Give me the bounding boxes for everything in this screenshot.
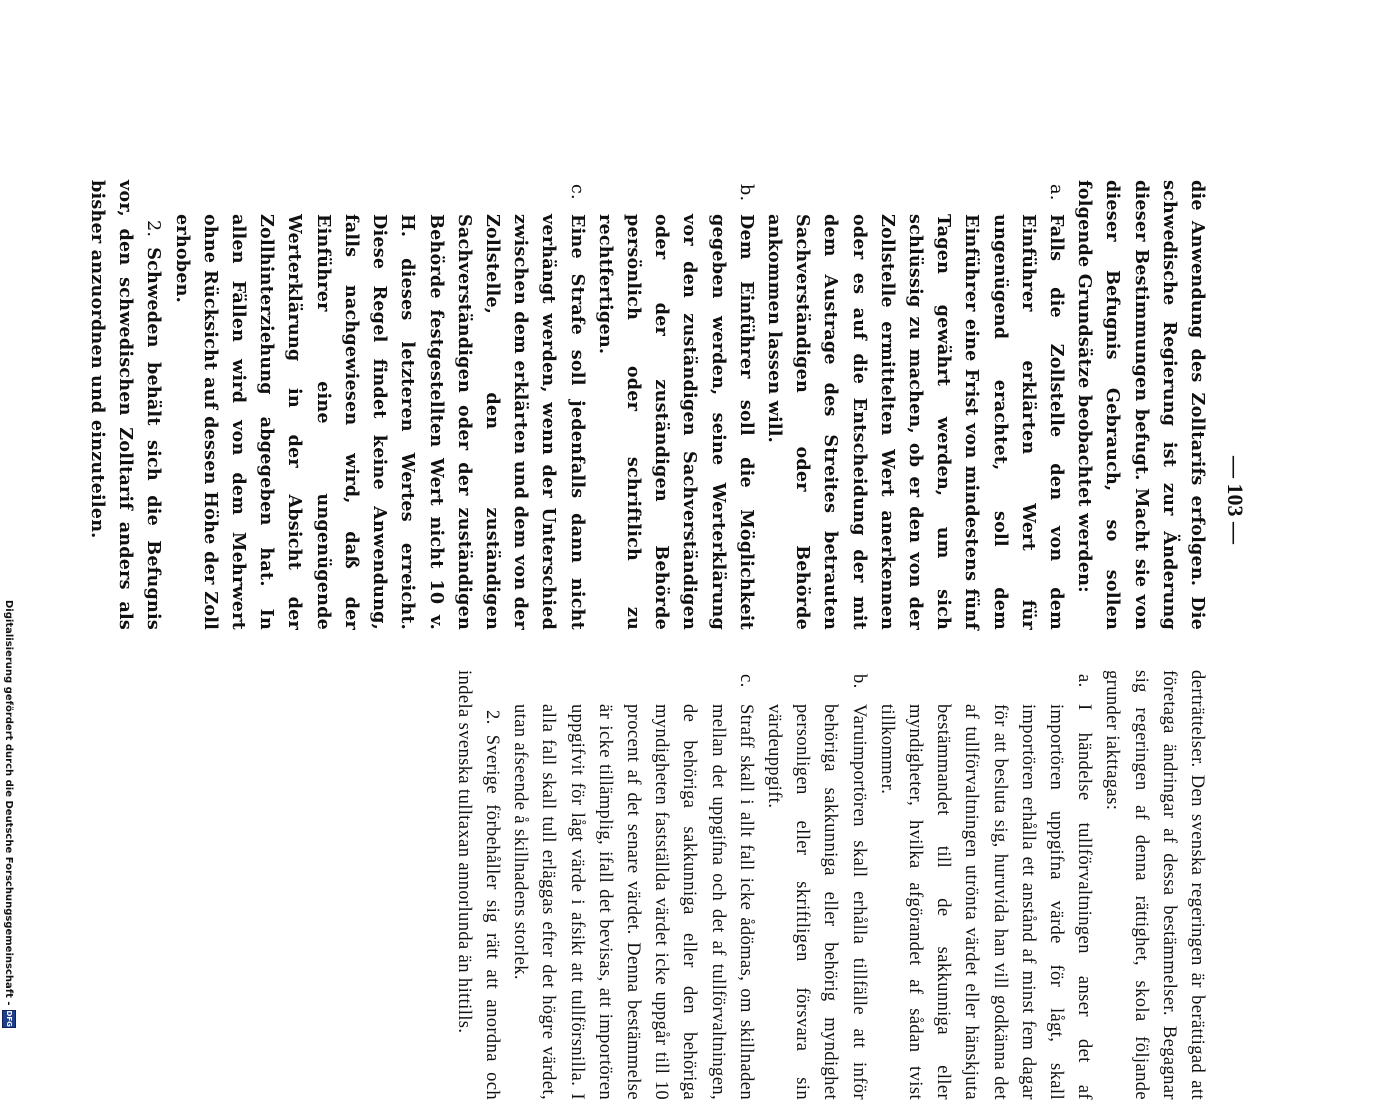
german-item-c (167, 180, 590, 630)
digitization-credit (2, 600, 16, 1027)
item-marker: a. (1074, 674, 1095, 688)
item-text: Falls die Zollstelle den von dem Einführer erklärten Wert für ungenügend erachtet, soll dem Einführer eine Frist von mindestens fünf Tagen gewährt werden, um sich schlüssig zu machen, ob er den von der Zollstelle ermittelten Wert anerkennen oder es auf die Entscheidung der mit dem Austrage des Streites betrauten Sachverständigen oder Behörde ankommen lassen will. (763, 214, 1067, 630)
item-text: Straff skall i allt fall icke ådömas, om skillnaden mellan det uppgifna och det af tullförvaltningen, de behöriga sakkunniga eller den behöriga myndigheten fastställda värdet icke uppgår till 10 procent af det senare värdet. Denna bestämmelse är icke tillämplig, ifall det bevisas, att importören uppgifvit för lågt värde i afsikt att tullförsnilla. I alla fall skall tull erläggas efter det högre värdet, utan afseende å skillnadens storlek. (510, 704, 756, 1100)
item-marker: c. (735, 674, 756, 688)
german-item-b (591, 180, 760, 630)
german-item-2 (83, 180, 168, 630)
item-text: Schweden behält sich die Befugnis vor, den schwedischen Zolltarif anders als bisher anzuordnen und einzuteilen. (87, 180, 165, 630)
item-text: Varuimportören skall erhålla tillfälle att inför behöriga sakkunniga eller behörig myndighet personligen eller skriftligen försvara sin värdeuppgift. (763, 704, 869, 1100)
page-number: — 103 — (1223, 456, 1248, 544)
credit-text: Digitalisierung gefördert durch die Deutsche Forschungsgemeinschaft - (3, 600, 15, 1006)
swedish-item-a (873, 670, 1099, 1100)
item-marker: b. (735, 184, 756, 202)
swedish-item-b (760, 670, 873, 1100)
item-marker: a. (1045, 184, 1066, 201)
item-text: I händelse tullförvaltningen anser det af importören uppgifna värde för lågt, skall importören erhålla ett anstånd af minst fem dagar för att besluta sig, huruvida han vill godkänna det af tullförvaltningen utrönta värdet eller hänskjuta bestämmandet till de sakkunniga eller myndigheter, hvilka afgörandet af sådan tvist tillkommer. (876, 704, 1095, 1100)
swedish-item-c (506, 670, 760, 1100)
item-text: Dem Einführer soll die Möglichkeit gegeben werden, seine Werterklärung vor den zuständigen Sachverständigen oder der zuständigen Behörde persönlich oder schriftlich zu rechtfertigen. (594, 214, 757, 630)
item-marker: c. (566, 184, 587, 200)
swedish-column (450, 670, 1211, 1100)
item-marker: 2. (481, 710, 502, 725)
german-column (83, 180, 1211, 630)
item-text: Sverige förbehåller sig rätt att anordna och indela svenska tulltaxan annorlunda än hittills. (453, 670, 502, 1100)
item-text: Eine Strafe soll jedenfalls dann nicht verhängt werden, wenn der Unterschied zwischen dem erklärten und dem von der Zollstelle, den zuständigen Sachverständigen oder der zuständigen Behörde festgestellten Wert nicht 10 v. H. dieses letzteren Wertes erreicht. Diese Regel findet keine Anwendung, falls nachgewiesen wird, daß der Einführer eine ungenügende Werterklärung in der Absicht der Zollhinterziehung abgegeben hat. In allen Fällen wird von dem Mehrwert ohne Rücksicht auf dessen Höhe der Zoll erhoben. (171, 214, 588, 630)
item-marker: 2. (143, 220, 164, 238)
german-item-a (760, 180, 1070, 630)
german-intro: die Anwendung des Zolltarifs erfolgen. Die schwedische Regierung ist zur Änderung dieser Bestimmungen befugt. Macht sie von dieser Befugnis Gebrauch, so sollen folgende Grundsätze beobachtet werden: (1074, 180, 1208, 630)
item-marker: b. (848, 674, 869, 689)
swedish-item-2 (450, 670, 506, 1100)
dfg-logo-icon: DFG (2, 1010, 16, 1028)
swedish-intro: derträttelser. Den svenska regeringen är berättigad att företaga ändringar af dessa bestämmelser. Begagnar sig regeringen af denna rättighet, skola följande grunder iakttagas: (1102, 670, 1207, 1100)
